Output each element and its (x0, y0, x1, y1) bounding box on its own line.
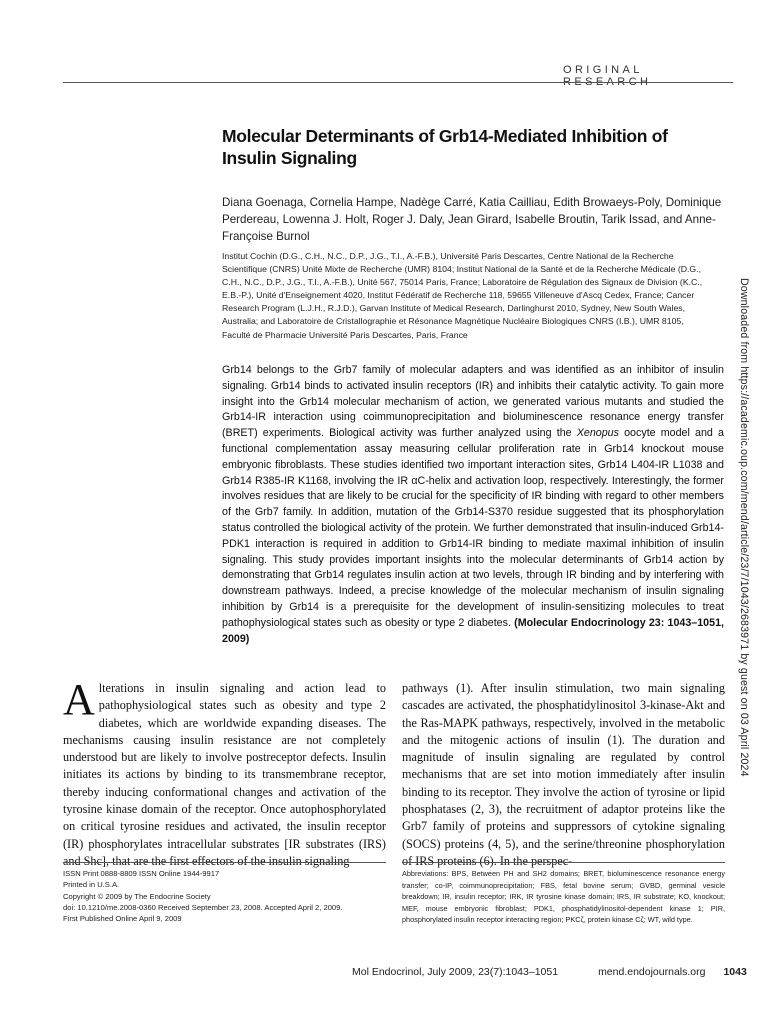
abstract-text-1: Grb14 belongs to the Grb7 family of molecular adapters and was identified as an inhibitor of insulin signaling. Grb14 binds to activated insulin receptors (IR) and inhibits their catalytic activity. To gain more insight into the Grb14 molecular mechanism of action, we generated various mutants and studied the Grb14-IR interaction using coimmunoprecipitation and bioluminescence resonance energy transfer (BRET) experiments. Biological activity was further analyzed using the (222, 364, 724, 440)
affiliations: Institut Cochin (D.G., C.H., N.C., D.P., J.G., T.I., A.-F.B.), Université Paris Descartes, Centre National de la Recherche Scientifique (CNRS) Unité Mixte de Recherche (UMR) 8104; Institut National de la Santé et de la Recherche Médicale (D.G., C.H., N.C., D.P., J.G., T.I., A.-F.B.), Unité 567, 75014 Paris, France; Laboratoire de Régulation des Signaux de Division (K.C., E.B.-P.), Unité d'Enseignement 4020, Institut Fédératif de Recherche 118, 59655 Villeneuve d'Ascq Cedex, France; Cancer Research Program (L.J.H., R.J.D.), Garvan Institute of Medical Research, Darlinghurst 2010, Sydney, New South Wales, Australia; and Laboratoire de Cristallographie et Résonance Magnétique Nucléaire Biologiques CNRS (I.B.), UMR 8105, Faculté de Pharmacie Université Paris Descartes, Paris, France (222, 251, 703, 340)
journal-citation: Mol Endocrinol, July 2009, 23(7):1043–1051 (352, 966, 559, 978)
abbreviations: Abbreviations: BPS, Between PH and SH2 domains; BRET, bioluminescence resonance energy transfer; co-IP, coimmunoprecipitation; FBS, fetal bovine serum; GVBD, germinal vesicle breakdown; IR, insulin receptor; IRK, IR tyrosine kinase domain; IRS, IR substrate; KO, knockout; MEF, mouse embryonic fibroblast; PDK1, phosphatidylinositol-dependent kinase 1; PIR, phosphorylated insulin receptor interacting region; PKCζ, protein kinase Cζ; WT, wild type. (402, 869, 725, 925)
page-number: 1043 (723, 966, 747, 978)
doi-line: doi: 10.1210/me.2008-0360 Received September 23, 2008. Accepted April 2, 2009. (63, 902, 343, 912)
abstract-italic-term: Xenopus (576, 427, 619, 440)
article-title: Molecular Determinants of Grb14-Mediated Inhibition of Insulin Signaling (222, 126, 668, 168)
header-rule (63, 82, 733, 83)
abstract (222, 363, 724, 647)
published-online-line: First Published Online April 9, 2009 (63, 914, 182, 924)
footnote-rule-left (63, 862, 386, 863)
abstract-citation: (Molecular Endocrinology 23: 1043–1051, 2009) (222, 616, 724, 645)
issn-line: ISSN Print 0888-8809 ISSN Online 1944-9917 (63, 869, 220, 878)
download-watermark: Downloaded from https://academic.oup.com/mend/article/23/7/1043/2683971 by guest on 03 April 2024 (738, 278, 750, 777)
footnote-rule-right (402, 862, 725, 863)
copyright-line: Copyright © 2009 by The Endocrine Society (63, 891, 211, 901)
drop-cap: A (63, 675, 95, 724)
body-column-right (402, 680, 725, 870)
abstract-text-2: oocyte model and a functional complementation assay measuring cellular proliferation rate in Grb14 knockout mouse embryonic fibroblasts. These studies identified two important interaction sites, Grb14 L404-IR L1038 and Grb14 R385-IR K1168, involving the IR αC-helix and activation loop, respectively. Interestingly, the former involves residues that are likely to be crucial for the specificity of IR binding with regard to other members of the Grb7 family. In addition, mutation of the Grb14-S370 residue suggested that its phosphorylation status controlled the biological activity of the protein. We further demonstrated that insulin-induced Grb14-PDK1 interaction is required in addition to Grb14-IR binding to mediate maximal inhibition of insulin signaling. This study provides important insights into the molecular determinants of Grb14 action by demonstrating that Grb14 regulates insulin action at two levels, through IR binding and by interfering with downstream pathways. Indeed, a precise knowledge of the molecular mechanism of insulin signaling inhibition by Grb14 is a prerequisite for the development of insulin-sensitizing molecules to treat pathophysiological states such as obesity or type 2 diabetes. (222, 427, 724, 629)
body-left-text: lterations in insulin signaling and action lead to pathophysiological states such as obesity and type 2 diabetes, which are worldwide expanding diseases. The mechanisms causing insulin resistance are not completely understood but are likely to involve postreceptor defects. Insulin initiates its actions by binding to its transmembrane receptor, thereby inducing conformational changes and activation of the tyrosine kinase domain of the receptor. Once autophosphorylated on critical tyrosine residues and activated, the insulin receptor (IR) phosphorylates intracellular substrates [IR substrates (IRS) and Shc], that are the first effectors of the insulin signaling (63, 681, 386, 868)
page-footer (352, 966, 747, 978)
printed-line: Printed in U.S.A. (63, 880, 120, 890)
section-label: ORIGINAL RESEARCH (563, 64, 652, 88)
author-list: Diana Goenaga, Cornelia Hampe, Nadège Carré, Katia Cailliau, Edith Browaeys-Poly, Dominique Perdereau, Lowenna J. Holt, Roger J. Daly, Jean Girard, Isabelle Broutin, Tarik Issad, and Anne-Françoise Burnol (222, 196, 722, 243)
body-right-text: pathways (1). After insulin stimulation, two main signaling cascades are activated, the phosphatidylinositol 3-kinase-Akt and the Ras-MAPK pathways, respectively, involved in the metabolic and the mitogenic actions of insulin (1). The duration and magnitude of insulin signaling are regulated by control mechanisms that are set into motion immediately after insulin binding to its receptor. They involve the action of tyrosine or lipid phosphatases (2, 3), the recruitment of adaptor proteins like the Grb7 family of proteins and suppressors of cytokine signaling (SOCS) proteins (4, 5), and the serine/threonine phosphorylation of IRS proteins (6). In the perspec- (402, 681, 725, 868)
body-column-left (63, 675, 386, 870)
journal-website: mend.endojournals.org (598, 966, 706, 978)
publication-info (63, 868, 386, 924)
